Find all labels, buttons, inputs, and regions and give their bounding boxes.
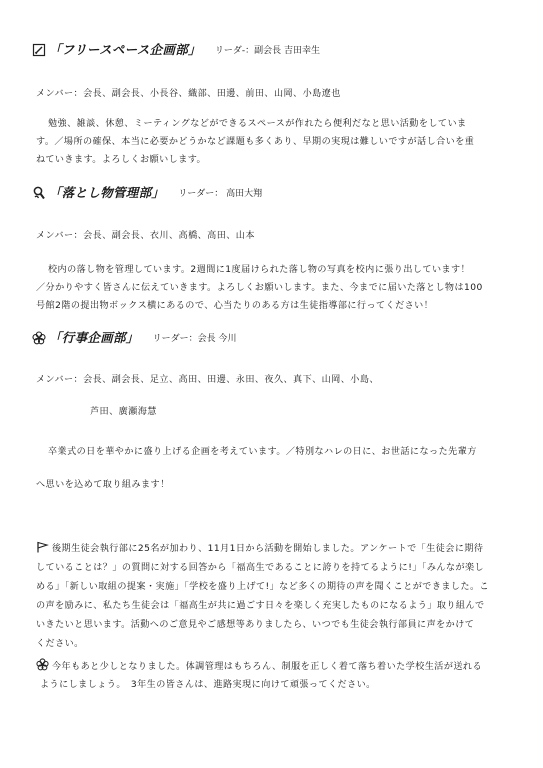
- lost-item-icon: [32, 185, 46, 199]
- section-1-leader: リーダ-：副会長 吉田幸生: [214, 45, 320, 56]
- flower-icon: [36, 658, 49, 674]
- closing-para2-text-1: 今年もあと少しとなりました。体調管理はもちろん、制服を正しく着て落ち着いた学校生活が送れる: [52, 662, 483, 672]
- section-1-title: 「フリースペース企画部」: [49, 42, 201, 57]
- section-3-body-line-2: へ思いを込めて取り組みます！: [36, 480, 170, 490]
- section-2-body-line-3: 号館2階の提出物ボックス横にあるので、心当たりのある方は生徒指導部に行ってください！: [36, 301, 434, 311]
- section-3-members-cont: 芦田、廣瀬海慧: [90, 407, 157, 417]
- section-2-heading: [32, 183, 262, 201]
- closing-para1-text-1: 後期生徒会執行部に25名が加わり、11月1日から活動を開始しました。アンケートで「生徒会に期待: [52, 544, 484, 554]
- section-3-leader: リーダー：会長 今川: [152, 333, 237, 344]
- section-2-title: 「落とし物管理部」: [49, 185, 165, 200]
- section-2-leader: リーダー： 高田大翔: [178, 188, 263, 199]
- closing-para1-line-3: める」「新しい取組の提案・実施」「学校を盛り上げて!」など多くの期待の声を聞くことができました。こ: [36, 582, 490, 592]
- section-2-members: メンバー：会長、副会長、衣川、高橋、高田、山本: [36, 231, 255, 241]
- section-3-title: 「行事企画部」: [49, 330, 139, 345]
- flower-icon: [32, 330, 46, 344]
- section-1-heading: [32, 40, 320, 58]
- closing-para1-line-1: [36, 541, 483, 556]
- section-2-body-line-2: ／分かりやすく皆さんに伝えていきます。よろしくお願いします。また、今までに届いた落とし物は100: [36, 283, 483, 293]
- closing-para1-line-4: の声を励みに、私たち生徒会は「福高生が共に過ごす日々を楽しく充実したものになるよう」取り組んで: [36, 601, 485, 611]
- closing-para1-line-5: いきたいと思います。活動へのご意見やご感想等ありましたら、いつでも生徒会執行部員に声をかけて: [36, 620, 475, 630]
- closing-para2-line-2: ようにしましょう。 3年生の皆さんは、進路実現に向けて頑張ってください。: [40, 680, 376, 690]
- closing-para1-line-6: ください。: [36, 639, 84, 649]
- section-3-heading: [32, 328, 236, 346]
- closing-para2-line-1: [36, 658, 482, 674]
- section-1-body-line-3: ねていきます。よろしくお願いします。: [36, 155, 207, 165]
- section-2-body-line-1: 校内の落し物を管理しています。2週間に1度届けられた落し物の写真を校内に張り出しています！: [48, 265, 471, 275]
- section-3-members: メンバー：会長、副会長、足立、高田、田邊、永田、夜久、真下、山岡、小島、: [36, 375, 379, 385]
- pencil-box-icon: [32, 42, 46, 56]
- closing-para1-line-2: していることは？」の質問に対する回答から「福高生であることに誇りを持てるように!」「みんなが楽し: [36, 563, 485, 573]
- section-3-body-line-1: 卒業式の日を華やかに盛り上げる企画を考えています。／特別なハレの日に、お世話になった先輩方: [48, 447, 477, 457]
- section-1-body-line-2: す。／場所の確保、本当に必要かどうかなど課題も多くあり、早期の実現は難しいですが話し合いを重: [36, 137, 475, 147]
- flag-icon: [36, 541, 49, 556]
- section-1-body-line-1: 勉強、雑談、休憩、ミーティングなどができるスペースが作れたら便利だなと思い活動をしていま: [48, 119, 467, 129]
- section-1-members: メンバー：会長、副会長、小長谷、織部、田邊、前田、山岡、小島遼也: [36, 89, 341, 99]
